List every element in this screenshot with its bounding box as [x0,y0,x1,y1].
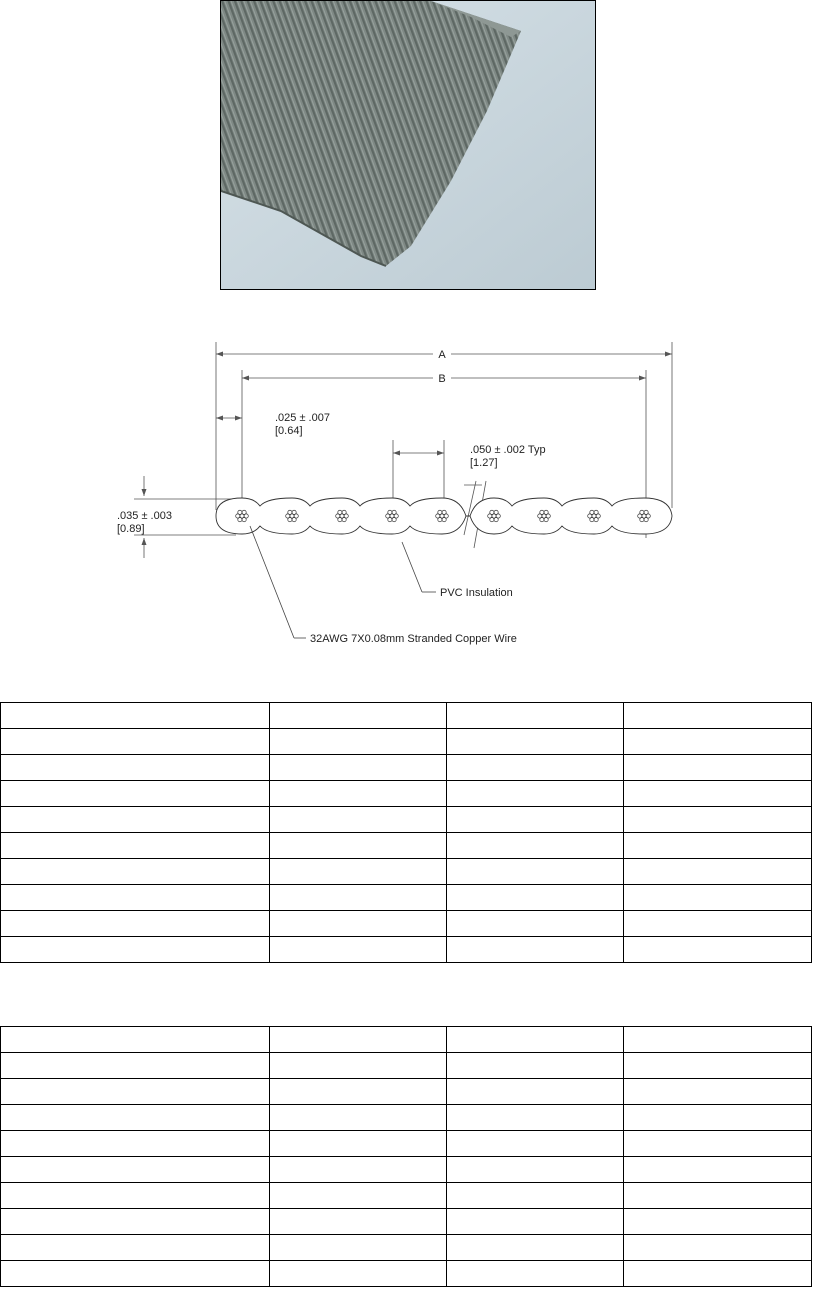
edge-dimension-mm: [0.64] [275,425,303,437]
edge-dimension-label: .025 ± .007 [275,412,330,424]
table-cell [624,781,812,807]
table-cell [1,1261,270,1287]
table-cell [1,937,270,963]
table-cell [270,807,447,833]
table-cell [447,1079,624,1105]
table-cell [1,755,270,781]
table-cell [447,1157,624,1183]
table-cell [270,911,447,937]
table-cell [1,859,270,885]
table-row [1,1027,812,1053]
table-cell [624,1261,812,1287]
table-cell [1,1157,270,1183]
conductor-label: 32AWG 7X0.08mm Stranded Copper Wire [310,633,517,645]
dim-a-label: A [438,349,446,361]
table-cell [1,781,270,807]
spec-table-1 [0,702,812,963]
table-cell [447,885,624,911]
ribbon-cable-photo [220,0,596,290]
pitch-dimension-mm: [1.27] [470,457,498,469]
table-cell [447,1027,624,1053]
table-cell [270,703,447,729]
table-row [1,1183,812,1209]
thickness-dimension-label: .035 ± .003 [117,510,172,522]
table-row [1,1261,812,1287]
table-cell [624,1105,812,1131]
table-cell [1,703,270,729]
table-cell [624,1027,812,1053]
table-cell [1,729,270,755]
table-cell [270,1131,447,1157]
table-row [1,703,812,729]
table-row [1,833,812,859]
table-cell [447,703,624,729]
table-cell [270,1183,447,1209]
table-cell [270,859,447,885]
pitch-dimension-label: .050 ± .002 Typ [470,444,546,456]
table-cell [270,833,447,859]
table-cell [624,1235,812,1261]
table-cell [624,1053,812,1079]
table-cell [624,729,812,755]
table-cell [447,1261,624,1287]
table-cell [1,911,270,937]
table-cell [1,1131,270,1157]
table-row [1,1209,812,1235]
table-cell [624,755,812,781]
table-cell [447,1183,624,1209]
dim-b-label: B [438,373,446,385]
table-cell [1,885,270,911]
table-cell [1,1027,270,1053]
table-cell [624,885,812,911]
table-cell [624,1183,812,1209]
thickness-dimension-mm: [0.89] [117,523,145,535]
table-cell [1,1079,270,1105]
table-cell [270,1261,447,1287]
table-cell [624,833,812,859]
table-cell [447,833,624,859]
table-row [1,1157,812,1183]
pvc-insulation-label: PVC Insulation [440,587,513,599]
table-cell [447,859,624,885]
table-cell [447,937,624,963]
table-cell [270,1209,447,1235]
table-cell [624,1131,812,1157]
table-row [1,1079,812,1105]
table-cell [270,885,447,911]
table-cell [1,807,270,833]
table-cell [447,1209,624,1235]
table-row [1,1105,812,1131]
table-cell [447,729,624,755]
table-cell [270,1235,447,1261]
table-cell [447,1131,624,1157]
table-row [1,807,812,833]
table-cell [1,1183,270,1209]
table-cell [624,859,812,885]
table-cell [624,703,812,729]
table-cell [624,1079,812,1105]
table-cell [1,1105,270,1131]
table-cell [447,1053,624,1079]
table-cell [624,1209,812,1235]
table-cell [624,911,812,937]
table-cell [270,781,447,807]
table-cell [1,1209,270,1235]
table-cell [624,807,812,833]
table-cell [1,1053,270,1079]
table-row [1,1053,812,1079]
table-row [1,859,812,885]
table-cell [447,755,624,781]
table-row [1,755,812,781]
table-cell [624,1157,812,1183]
table-row [1,885,812,911]
table-row [1,937,812,963]
table-cell [270,1105,447,1131]
table-cell [447,911,624,937]
table-cell [1,1235,270,1261]
table-cell [270,755,447,781]
table-cell [270,729,447,755]
table-cell [270,937,447,963]
table-cell [447,781,624,807]
table-cell [270,1157,447,1183]
table-row [1,729,812,755]
table-row [1,1131,812,1157]
table-cell [447,1105,624,1131]
table-cell [624,937,812,963]
table-cell [270,1053,447,1079]
table-cell [447,1235,624,1261]
table-cell [270,1079,447,1105]
cable-cross-section-drawing [110,330,710,670]
table-cell [270,1027,447,1053]
spec-table-2 [0,1026,812,1287]
table-row [1,1235,812,1261]
table-cell [447,807,624,833]
table-cell [1,833,270,859]
table-row [1,781,812,807]
table-row [1,911,812,937]
